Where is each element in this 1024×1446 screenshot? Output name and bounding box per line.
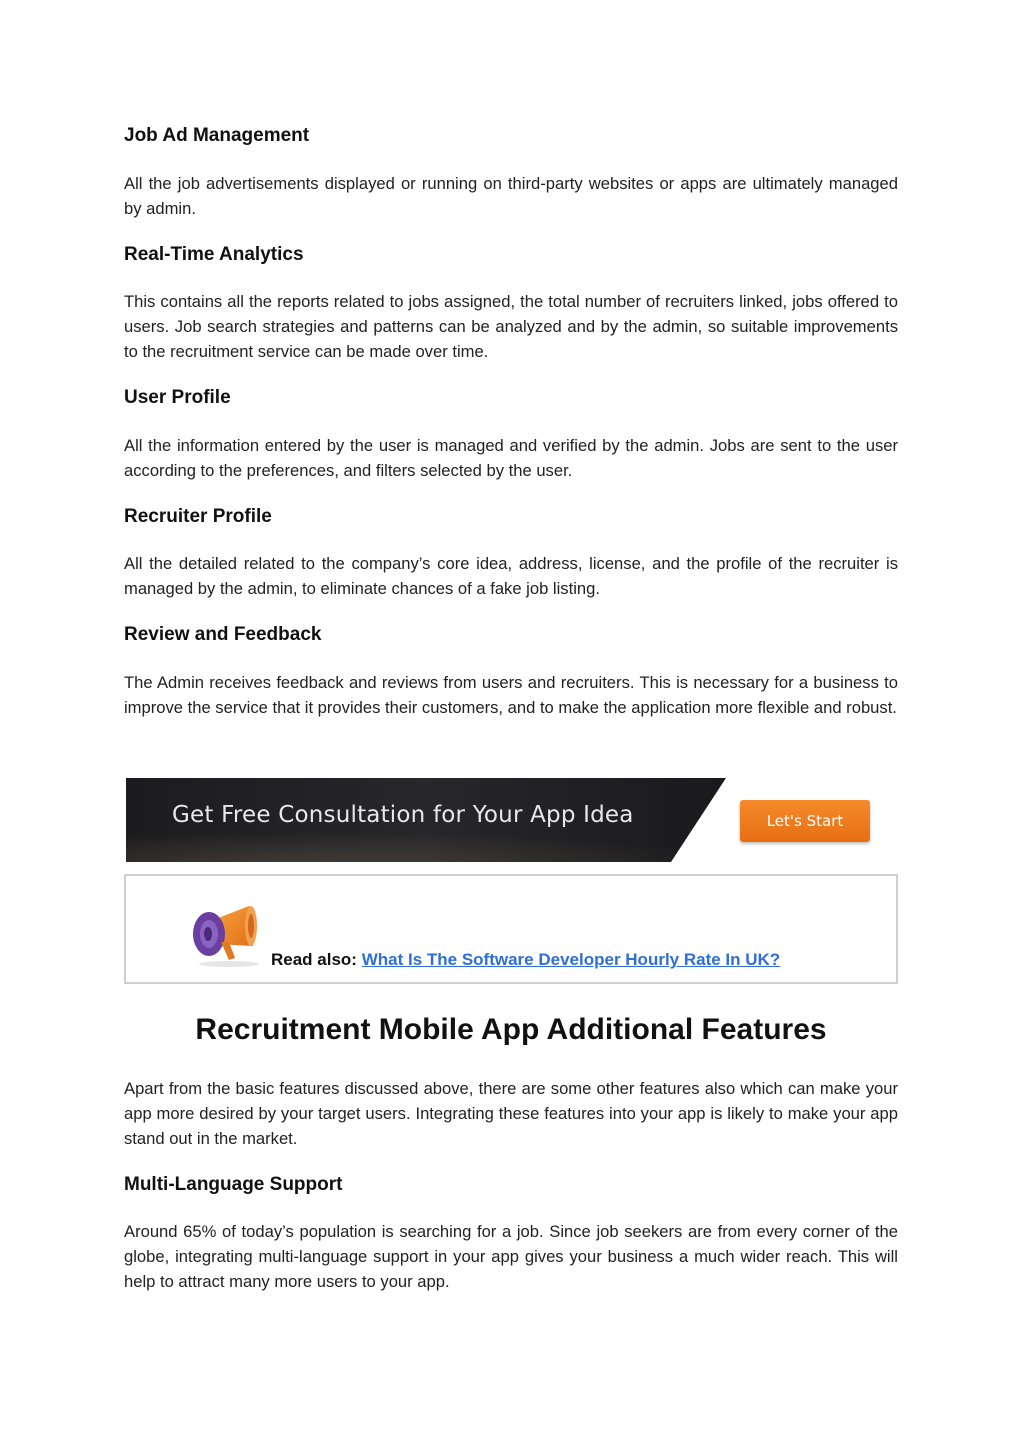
additional-features-intro: Apart from the basic features discussed above, there are some other features also which can make your app more desired by your target users. Integrating these features into your app is likely to make your app stand out in the market. [124, 1079, 898, 1148]
section-heading-job-ad-management: Job Ad Management [124, 125, 310, 146]
section-body-user-profile: All the information entered by the user is managed and verified by the admin. Jobs are sent to the user according to the preferences, and filters selected by the user. [124, 436, 898, 480]
lets-start-button[interactable]: Let's Start [740, 800, 870, 842]
additional-features-title: Recruitment Mobile App Additional Features [195, 1013, 827, 1046]
section-heading-recruiter-profile: Recruiter Profile [124, 506, 272, 527]
section-body-job-ad-management: All the job advertisements displayed or running on third-party websites or apps are ultimately managed by admin. [124, 174, 898, 218]
section-body-multi-language: Around 65% of today’s population is searching for a job. Since job seekers are from every corner of the globe, integrating multi-language support in your app gives your business a much wider reach. This will help to attract many more users to your app. [124, 1222, 898, 1291]
section-heading-review-feedback: Review and Feedback [124, 624, 322, 645]
megaphone-icon [191, 902, 261, 968]
section-heading-multi-language: Multi-Language Support [124, 1174, 343, 1195]
read-also-line [271, 950, 780, 970]
section-heading-user-profile: User Profile [124, 387, 231, 408]
section-body-real-time-analytics: This contains all the reports related to jobs assigned, the total number of recruiters linked, jobs offered to users. Job search strategies and patterns can be analyzed and by the admin, so suitable improvements to the recruitment service can be made over time. [124, 292, 898, 361]
read-also-link[interactable]: What Is The Software Developer Hourly Rate In UK? [361, 950, 781, 969]
section-body-recruiter-profile: All the detailed related to the company’s core idea, address, license, and the profile of the recruiter is managed by the admin, to eliminate chances of a fake job listing. [124, 554, 898, 598]
read-also-label: Read also: [271, 950, 357, 969]
section-body-review-feedback: The Admin receives feedback and reviews from users and recruiters. This is necessary for a business to improve the service that it provides their customers, and to make the application more flexible and robust. [124, 673, 898, 717]
section-heading-real-time-analytics: Real-Time Analytics [124, 244, 304, 265]
banner-headline: Get Free Consultation for Your App Idea [172, 802, 634, 828]
read-also-box [124, 874, 898, 984]
consultation-banner[interactable] [126, 778, 898, 862]
